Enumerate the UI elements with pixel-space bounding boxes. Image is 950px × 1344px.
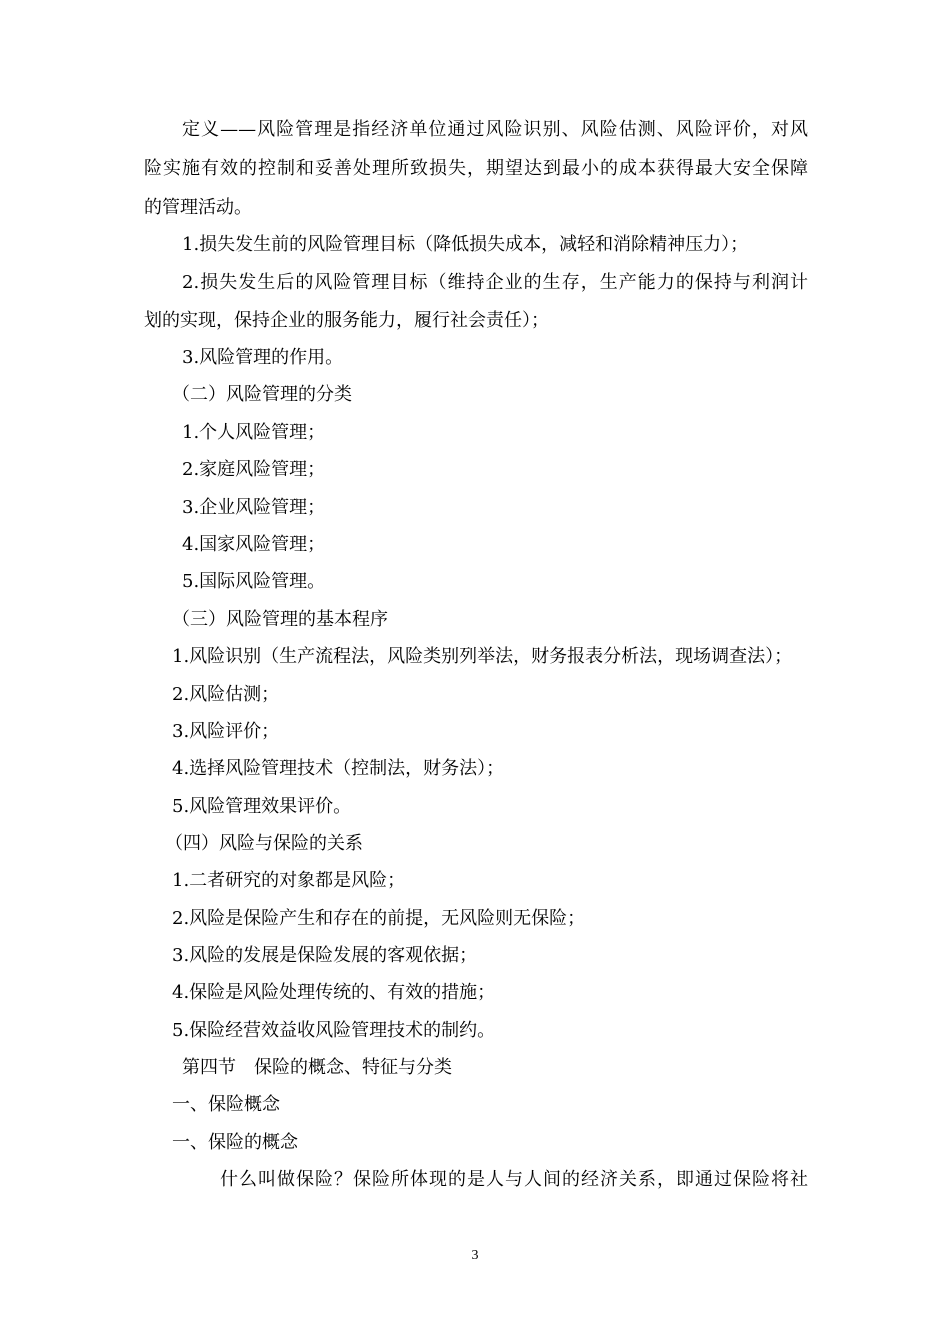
section-heading: （三）风险管理的基本程序 — [172, 609, 388, 630]
section-heading: 一、保险概念 — [172, 1094, 280, 1115]
list-item: 2.风险估测； — [172, 684, 280, 705]
list-item: 1.二者研究的对象都是风险； — [172, 870, 406, 891]
list-item: 5.风险管理效果评价。 — [172, 796, 352, 817]
chapter-heading: 第四节 保险的概念、特征与分类 — [182, 1057, 452, 1078]
list-item: 1.风险识别（生产流程法，风险类别列举法，财务报表分析法，现场调查法）； — [172, 646, 793, 667]
paragraph-line: 什么叫做保险？保险所体现的是人与人间的经济关系，即通过保险将社 — [220, 1169, 808, 1190]
list-item: 3.风险管理的作用。 — [182, 347, 344, 368]
list-item: 4.选择风险管理技术（控制法，财务法）； — [172, 758, 505, 779]
section-heading: （二）风险管理的分类 — [172, 384, 352, 405]
paragraph-line: 的管理活动。 — [144, 197, 252, 218]
list-item: 5.国际风险管理。 — [182, 571, 326, 592]
section-heading: （四）风险与保险的关系 — [165, 833, 363, 854]
list-item: 2.家庭风险管理； — [182, 459, 326, 480]
list-item: 4.国家风险管理； — [182, 534, 326, 555]
list-item: 1.个人风险管理； — [182, 422, 326, 443]
section-heading: 一、保险的概念 — [172, 1132, 298, 1153]
list-item: 3.风险的发展是保险发展的客观依据； — [172, 945, 478, 966]
paragraph-line: 定义——风险管理是指经济单位通过风险识别、风险估测、风险评价，对风 — [182, 119, 808, 140]
list-item: 2.损失发生后的风险管理目标（维持企业的生存，生产能力的保持与利润计 — [182, 272, 808, 293]
paragraph-line: 险实施有效的控制和妥善处理所致损失，期望达到最小的成本获得最大安全保障 — [144, 158, 808, 179]
list-item: 1.损失发生前的风险管理目标（降低损失成本，减轻和消除精神压力）； — [182, 234, 749, 255]
page-number: 3 — [471, 1248, 479, 1263]
paragraph-line: 划的实现，保持企业的服务能力，履行社会责任）； — [144, 310, 549, 331]
list-item: 3.风险评价； — [172, 721, 280, 742]
list-item: 2.风险是保险产生和存在的前提，无风险则无保险； — [172, 908, 586, 929]
list-item: 5.保险经营效益收风险管理技术的制约。 — [172, 1020, 496, 1041]
list-item: 3.企业风险管理； — [182, 497, 326, 518]
list-item: 4.保险是风险处理传统的、有效的措施； — [172, 982, 496, 1003]
